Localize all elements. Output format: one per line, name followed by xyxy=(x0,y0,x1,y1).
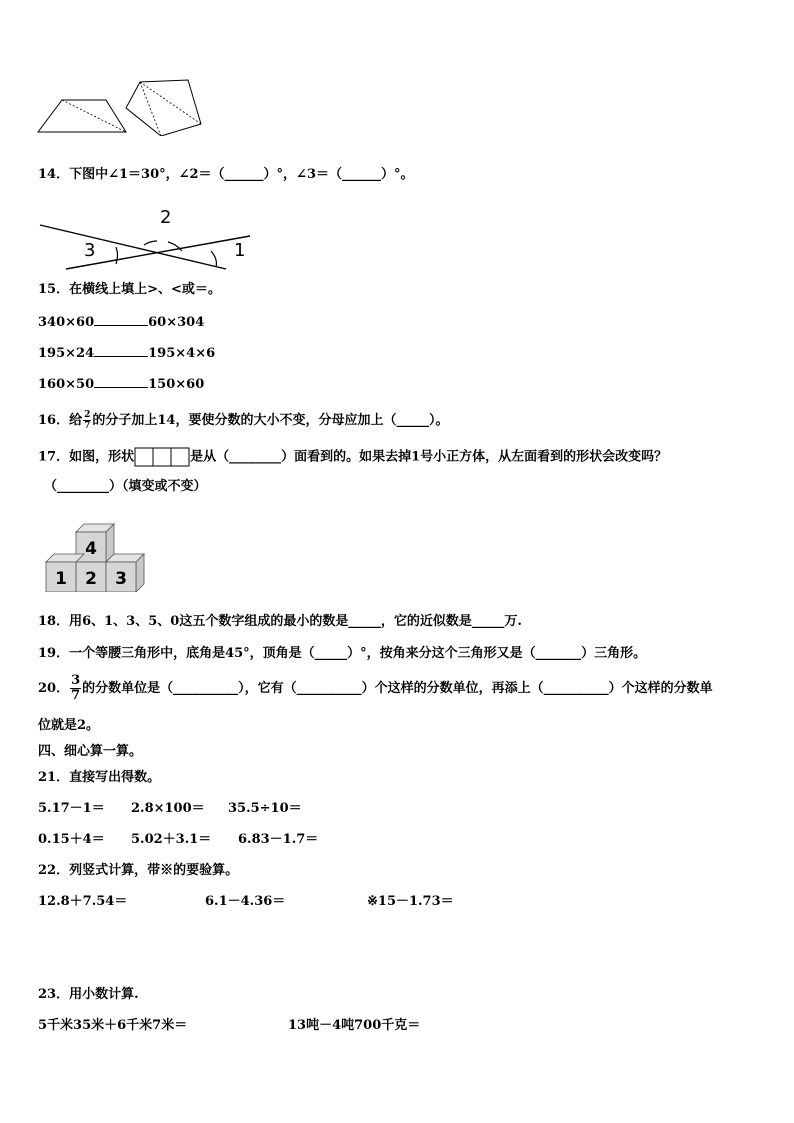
cube-label-3: 3 xyxy=(115,569,127,589)
compare-row-1 xyxy=(38,313,204,331)
compare-row-2 xyxy=(38,344,215,362)
vertical-calc-2: 6.1－4.36＝ xyxy=(205,894,286,909)
decimal-calc-2: 13吨－4吨700千克＝ xyxy=(288,1018,421,1033)
q20-prefix: 20． xyxy=(38,681,70,696)
fraction-numerator: 3 xyxy=(71,673,81,688)
compare-row-3 xyxy=(38,375,204,393)
top-shapes-figure xyxy=(36,78,206,136)
fraction-3-7 xyxy=(70,674,81,703)
three-squares-shape xyxy=(134,447,190,467)
question-20 xyxy=(38,674,713,704)
question-19: 19．一个等腰三角形中，底角是45°，顶角是（_____）°，按角来分这个三角形又是（_______）三角形。 xyxy=(38,646,647,661)
question-17-line2: （________）（填变或不变） xyxy=(44,479,207,494)
vertical-calc-1: 12.8＋7.54＝ xyxy=(38,894,128,909)
answer-blank-1[interactable] xyxy=(94,313,148,326)
question-16 xyxy=(38,410,448,431)
fraction-denominator: 7 xyxy=(84,421,91,431)
question-21: 21．直接写出得数。 xyxy=(38,770,161,785)
answer-blank-2[interactable] xyxy=(94,344,148,357)
compare-right-1: 60×304 xyxy=(148,315,205,330)
compare-left-1: 340×60 xyxy=(38,315,95,330)
calc-item-2: 2.8×100＝ xyxy=(131,801,205,816)
trapezoid-shape xyxy=(38,100,126,132)
compare-right-3: 150×60 xyxy=(148,377,205,392)
question-15: 15．在横线上填上>、<或＝。 xyxy=(38,282,221,297)
fraction-numerator: 2 xyxy=(84,410,91,420)
cube-label-1: 1 xyxy=(55,569,67,589)
question-14: 14．下图中∠1＝30°，∠2＝（______）°，∠3＝（______）°。 xyxy=(38,167,414,182)
calc-item-6: 6.83－1.7＝ xyxy=(238,832,319,847)
question-20-line2: 位就是2。 xyxy=(38,718,100,733)
cube-label-2: 2 xyxy=(85,569,97,589)
angle-label-2: 2 xyxy=(160,207,172,228)
compare-left-2: 195×24 xyxy=(38,346,95,361)
fraction-denominator: 7 xyxy=(71,688,81,703)
question-17 xyxy=(38,447,667,467)
cubes-figure xyxy=(44,520,148,592)
vertical-calc-3: ※15－1.73＝ xyxy=(367,894,454,909)
compare-right-2: 195×4×6 xyxy=(148,346,216,361)
compare-left-3: 160×50 xyxy=(38,377,95,392)
question-18: 18．用6、1、3、5、0这五个数字组成的最小的数是_____，它的近似数是_____万. xyxy=(38,614,522,629)
section-heading-4: 四、细心算一算。 xyxy=(38,744,143,759)
q17-suffix: 是从（________）面看到的。如果去掉1号小正方体，从左面看到的形状会改变吗？ xyxy=(190,449,668,465)
calc-item-4: 0.15＋4＝ xyxy=(38,832,105,847)
angle-label-3: 3 xyxy=(84,240,96,261)
angle-figure xyxy=(36,203,256,275)
angle-label-1: 1 xyxy=(234,240,246,261)
calc-item-3: 35.5÷10＝ xyxy=(228,801,302,816)
q16-prefix: 16．给 xyxy=(38,413,83,428)
q17-prefix: 17．如图，形状 xyxy=(38,449,135,465)
decimal-calc-1: 5千米35米＋6千米7米＝ xyxy=(38,1018,188,1033)
pentagon-shape xyxy=(126,80,201,136)
q16-suffix: 的分子加上14，要使分数的大小不变，分母应加上（_____）。 xyxy=(92,413,449,428)
answer-blank-3[interactable] xyxy=(94,375,148,388)
question-23: 23．用小数计算. xyxy=(38,987,139,1002)
fraction-2-7 xyxy=(83,410,91,431)
calc-item-1: 5.17－1＝ xyxy=(38,801,105,816)
q20-suffix: 的分数单位是（__________），它有（__________）个这样的分数单位，再添上（__________）个这样的分数单 xyxy=(82,681,713,696)
cube-label-4: 4 xyxy=(85,539,97,559)
question-22: 22．列竖式计算，带※的要验算。 xyxy=(38,863,239,878)
calc-item-5: 5.02＋3.1＝ xyxy=(131,832,212,847)
